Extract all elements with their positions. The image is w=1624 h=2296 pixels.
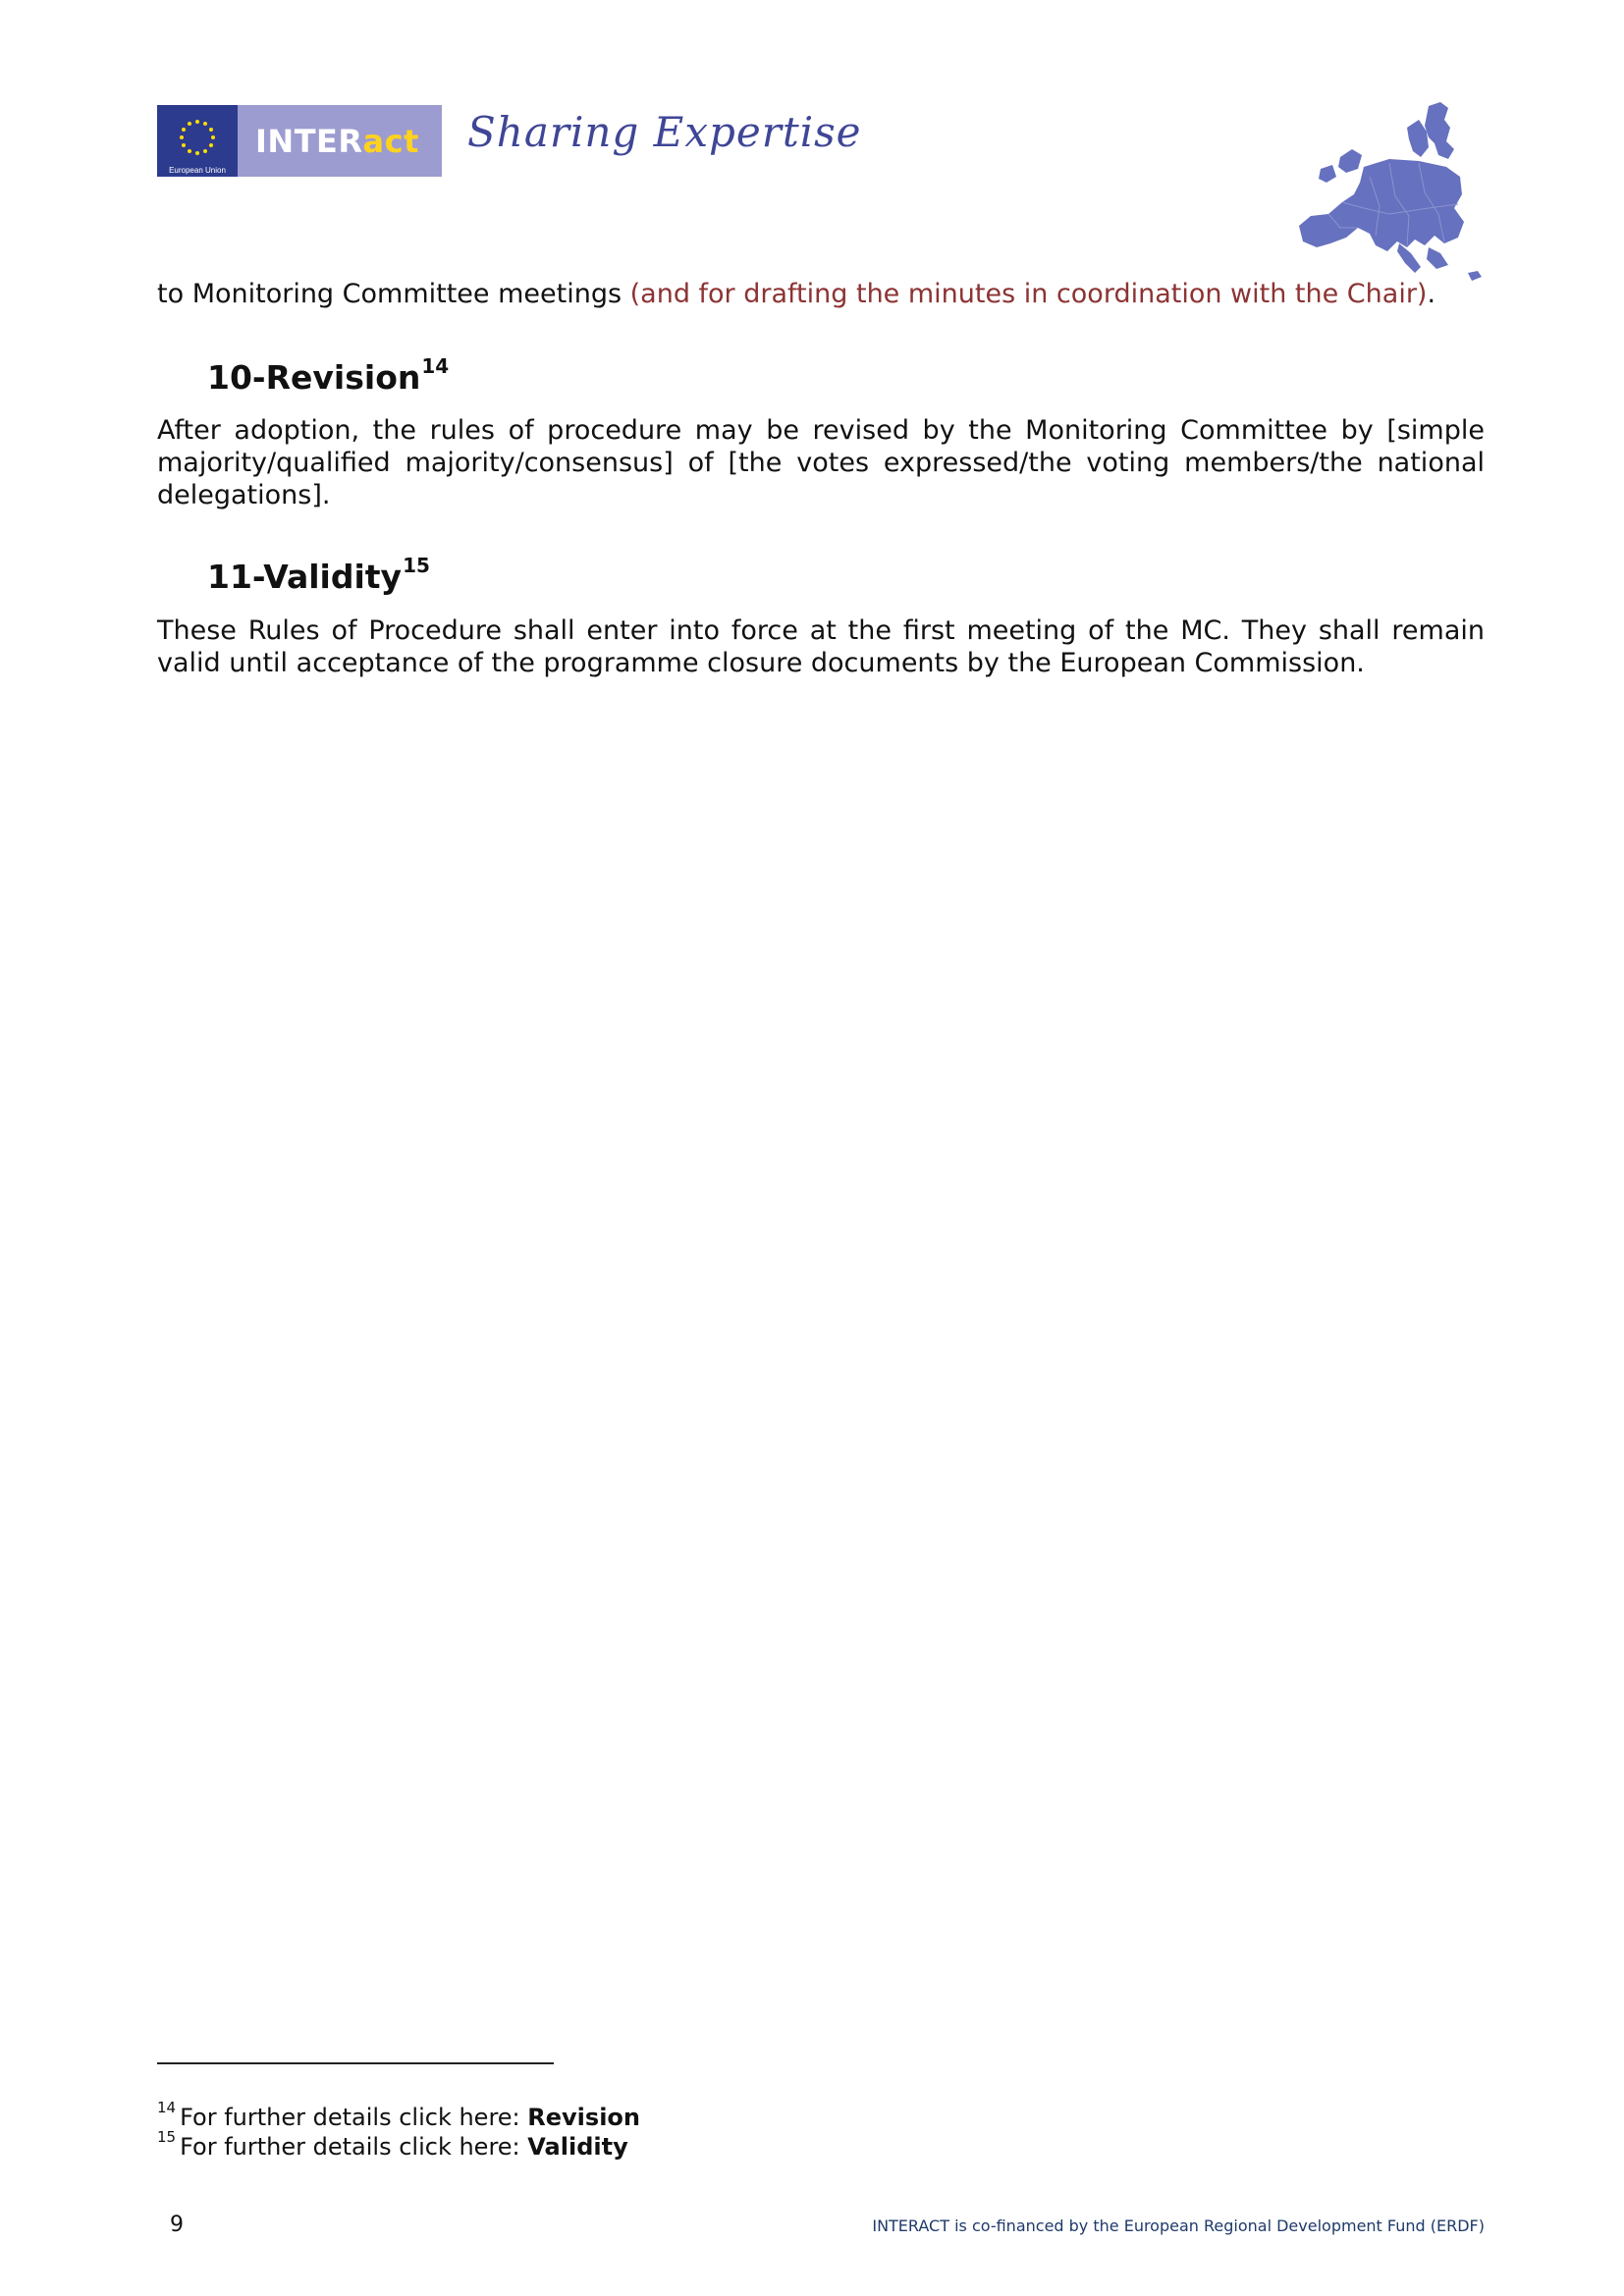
intro-text: to Monitoring Committee meetings <box>157 279 630 309</box>
intro-muted-text: (and for drafting the minutes in coordination with the Chair) <box>629 279 1428 309</box>
brand-prefix: INTER <box>255 122 363 160</box>
intro-paragraph <box>157 278 1485 310</box>
section-heading-revision <box>207 354 450 397</box>
europe-map-icon <box>1281 98 1488 285</box>
footnote-ref-15[interactable]: 15 <box>403 554 430 577</box>
eu-flag-icon <box>157 105 238 177</box>
tagline: Sharing Expertise <box>467 108 862 156</box>
revision-paragraph: After adoption, the rules of procedure may be revised by the Monitoring Committee by [simple majority/qualified majority/consensus] of [the votes expressed/the voting members/the national delegations]. <box>157 415 1485 510</box>
heading-revision-text: 10-Revision <box>207 358 421 397</box>
footer-funding-note: INTERACT is co-financed by the European Regional Development Fund (ERDF) <box>872 2216 1485 2235</box>
interact-logo <box>157 105 442 177</box>
intro-end: . <box>1427 279 1436 309</box>
validity-paragraph: These Rules of Procedure shall enter into force at the first meeting of the MC. They shall remain valid until acceptance of the programme closure documents by the European Commission. <box>157 615 1485 678</box>
eu-stars-icon <box>173 116 222 159</box>
footnote-text: For further details click here: <box>180 2104 528 2131</box>
footnote-number: 14 <box>157 2099 177 2116</box>
footnote-text: For further details click here: <box>180 2133 528 2161</box>
heading-validity-text: 11-Validity <box>207 558 403 596</box>
footnote-link-revision[interactable]: Revision <box>527 2104 640 2131</box>
footnote-link-validity[interactable]: Validity <box>527 2133 628 2161</box>
brand-name <box>238 105 442 177</box>
brand-accent: act <box>362 122 419 160</box>
footnote-divider <box>157 2062 554 2064</box>
eu-label: European Union <box>169 166 226 175</box>
footnote-ref-14[interactable]: 14 <box>421 354 450 378</box>
footnote-14 <box>157 2099 640 2131</box>
footnote-number: 15 <box>157 2128 177 2146</box>
page-number: 9 <box>170 2213 184 2237</box>
footnote-15 <box>157 2128 628 2161</box>
section-heading-validity <box>207 554 430 596</box>
